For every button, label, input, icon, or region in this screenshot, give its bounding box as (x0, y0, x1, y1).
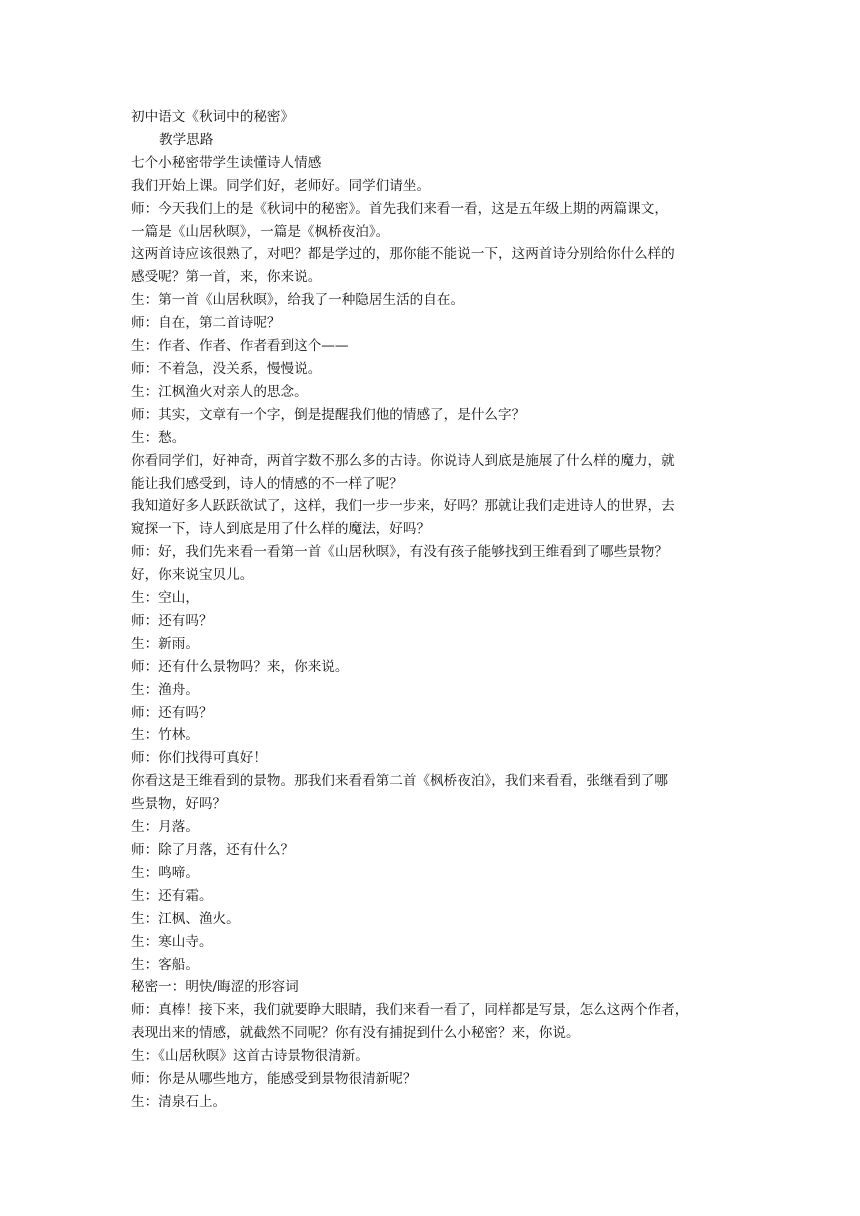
document-lines (131, 152, 741, 1114)
text-line: 些景物，好吗？ (131, 796, 227, 813)
text-line: 生：客船。 (131, 956, 199, 973)
text-line: 这两首诗应该很熟了，对吧？都是学过的，那你能不能说一下，这两首诗分别给你什么样的 (131, 246, 675, 263)
text-line: 生：新雨。 (131, 635, 199, 652)
text-line: 师：你是从哪些地方，能感受到景物很清新呢？ (131, 1071, 417, 1088)
text-line: 生：江枫、渔火。 (131, 910, 240, 927)
text-line: 生：第一首《山居秋暝》，给我了一种隐居生活的自在。 (131, 292, 465, 309)
text-line: 生：空山， (131, 590, 199, 607)
text-line: 生：作者、作者、作者看到这个—— (131, 338, 349, 355)
text-line: 表现出来的情感，就截然不同呢？你有没有捕捉到什么小秘密？来，你说。 (131, 1025, 580, 1042)
text-line: 师：还有吗？ (131, 612, 213, 629)
text-line: 你看这是王维看到的景物。那我们来看看第二首《枫桥夜泊》，我们来看看，张继看到了哪 (131, 773, 668, 790)
text-line: 生：江枫渔火对亲人的思念。 (131, 383, 308, 400)
text-line: 师：你们找得可真好！ (131, 750, 267, 767)
text-line: 师：真棒！接下来，我们就要睁大眼睛，我们来看一看了，同样都是写景，怎么这两个作者， (131, 1002, 689, 1019)
text-line: 生：清泉石上。 (131, 1093, 227, 1110)
text-line: 师：还有什么景物吗？来，你来说。 (131, 658, 349, 675)
text-line: 师：好，我们先来看一看第一首《山居秋暝》，有没有孩子能够找到王维看到了哪些景物？ (131, 544, 668, 561)
text-line: 好，你来说宝贝儿。 (131, 567, 254, 584)
text-line: 生：《山居秋暝》这首古诗景物很清新。 (131, 1048, 369, 1065)
text-line: 我们开始上课。同学们好，老师好。同学们请坐。 (131, 177, 431, 194)
text-line: 生：渔舟。 (131, 681, 199, 698)
text-line: 师：不着急，没关系，慢慢说。 (131, 360, 322, 377)
text-line: 生：愁。 (131, 429, 186, 446)
text-line: 你看同学们，好神奇，两首字数不那么多的古诗。你说诗人到底是施展了什么样的魔力，就 (131, 452, 675, 469)
text-line: 秘密一：明快/晦涩的形容词 (131, 979, 299, 996)
text-line: 生：鸣啼。 (131, 864, 199, 881)
document-subtitle: 教学思路 (159, 131, 214, 148)
document-body (131, 106, 741, 1114)
text-line: 生：寒山寺。 (131, 933, 213, 950)
text-line: 师：还有吗？ (131, 704, 213, 721)
text-line: 我知道好多人跃跃欲试了，这样，我们一步一步来，好吗？那就让我们走进诗人的世界，去 (131, 498, 675, 515)
text-line: 生：月落。 (131, 819, 199, 836)
text-line: 能让我们感受到，诗人的情感的不一样了呢？ (131, 475, 403, 492)
document-title: 初中语文《秋词中的秘密》 (131, 109, 295, 125)
text-line: 师：自在，第二首诗呢？ (131, 315, 281, 332)
text-line: 窥探一下，诗人到底是用了什么样的魔法，好吗？ (131, 521, 431, 538)
text-line: 生：还有霜。 (131, 887, 213, 904)
text-line: 七个小秘密带学生读懂诗人情感 (131, 154, 322, 171)
text-line: 一篇是《山居秋暝》，一篇是《枫桥夜泊》。 (131, 223, 390, 240)
text-line: 师：今天我们上的是《秋词中的秘密》。首先我们来看一看，这是五年级上期的两篇课文， (131, 200, 668, 217)
text-line: 生：竹林。 (131, 727, 199, 744)
text-line: 感受呢？第一首，来，你来说。 (131, 269, 322, 286)
text-line: 师：其实，文章有一个字，倒是提醒我们他的情感了，是什么字？ (131, 406, 526, 423)
text-line: 师：除了月落，还有什么？ (131, 842, 295, 858)
